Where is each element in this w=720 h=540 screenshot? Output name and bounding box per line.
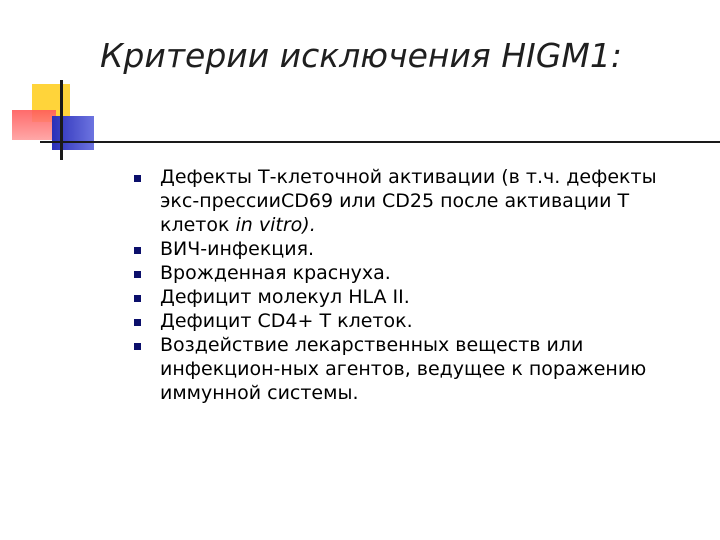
list-item-text: Врожденная краснуха.: [160, 262, 391, 284]
list-item: [134, 309, 694, 333]
decor-vertical-line: [60, 80, 63, 160]
title-underline: [40, 141, 720, 143]
slide-title: Критерии исключения HIGM1:: [100, 36, 622, 75]
list-item: [134, 261, 694, 285]
list-item-italic-text: in vitro).: [235, 214, 316, 236]
list-item: [134, 237, 694, 261]
list-item: [134, 165, 694, 237]
list-item-text: ВИЧ-инфекция.: [160, 238, 315, 260]
bullet-list: [134, 165, 694, 405]
list-item-text: Дефекты Т-клеточной активации (в т.ч. дефекты экс-прессииCD69 или CD25 после активации Т клеток: [160, 166, 657, 236]
list-item: [134, 333, 694, 405]
decor-blue-rectangle: [52, 116, 94, 150]
decor-red-rectangle: [12, 110, 56, 140]
square-bullet-icon: [134, 343, 141, 350]
square-bullet-icon: [134, 175, 141, 182]
square-bullet-icon: [134, 295, 141, 302]
list-item-text: Дефицит CD4+ T клеток.: [160, 310, 413, 332]
list-item-text: Дефицит молекул HLA II.: [160, 286, 410, 308]
square-bullet-icon: [134, 319, 141, 326]
list-item-text: Воздействие лекарственных веществ или инфекцион-ных агентов, ведущее к поражению иммунной системы.: [160, 334, 647, 404]
list-item: [134, 285, 694, 309]
square-bullet-icon: [134, 247, 141, 254]
square-bullet-icon: [134, 271, 141, 278]
